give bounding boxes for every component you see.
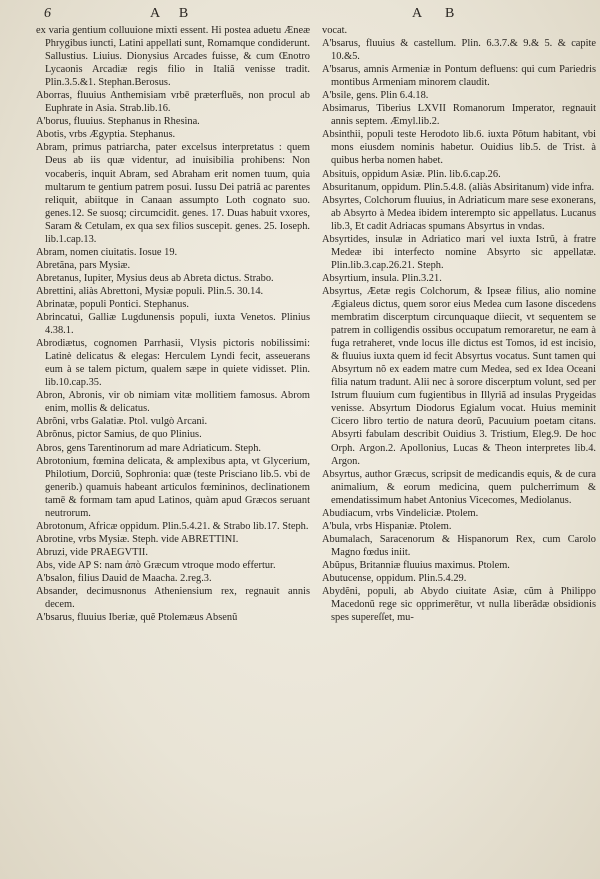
dictionary-entry: Absituis, oppidum Asiæ. Plin. lib.6.cap.26. (322, 168, 501, 180)
dictionary-entry: Abrodiætus, cognomen Parrhasii, Vlysis pictoris nobilissimi: Latinè delicatus & elegas: Herculem Lyndi fecit, asseuerans eum à se talem pictum, qualem sæpe in quiete vidisset. Plin. lib.10.cap.35. (36, 338, 310, 389)
dictionary-entry: Abron, Abronis, vir ob nimiam vitæ mollitiem famosus. Abrom enim, mollis & delicatus. (36, 390, 310, 415)
left-running-head: A B (150, 6, 197, 21)
dictionary-entry: A'bsalon, filius Dauid de Maacha. 2.reg.3. (36, 572, 212, 584)
dictionary-entry: Abudiacum, vrbs Vindeliciæ. Ptolem. (322, 507, 479, 519)
dictionary-entry: Abydẽni, populi, ab Abydo ciuitate Asiæ, cũm à Philippo Macedonũ rege sic opprimerētur, vt nulla liberãdæ obsidionis spes supereſſet, mu- (322, 586, 596, 624)
dictionary-entry: Absyrtus, author Græcus, scripsit de medicandis equis, & de cura animalium, & eorum medicina, quem pulcherrimum & emendatissimum habet Antonius Vicecomes, Mediolanus. (322, 468, 596, 506)
dictionary-entry: Abotis, vrbs Ægyptia. Stephanus. (36, 129, 176, 141)
dictionary-entry: Abros, gens Tarentinorum ad mare Adriaticum. Steph. (36, 442, 262, 454)
page-number: 6 (44, 6, 51, 21)
dictionary-entry: A'bula, vrbs Hispaniæ. Ptolem. (322, 520, 452, 532)
dictionary-entry: Abram, nomen ciuitatis. Iosue 19. (36, 246, 178, 258)
dictionary-entry: A'bsarus, amnis Armeniæ in Pontum defluens: qui cum Pariedris montibus Armeniam minorem claudit. (322, 64, 596, 89)
dictionary-entry: Absyrtus, Æetæ regis Colchorum, & Ipseæ filius, alio nomine Ægialeus dictus, quem soror eius Medea cum Iasone discedens membratim discerptum circunquaque diiecit, vt sequentem se patrem in colligendis ossibus occupatum remoraretur, ne eam à fuga retraheret, vnde locus ille dictus est Tomos, id est incisio, & fluuius iuxta quem id fecit Absyrtus vocatus. Sunt tamen qui Absyrtum nõ ex eadem matre cum Medea, sed ex Idea Oceani filia natum tradunt. Alii nec à sorore discerptum volunt, sed per Istrum fluuium cum fugientibus in Illyriã ad insulas Prygeidas venisse. Absyrtum Diodorus Egialum vocat. Huius meminit Cicero libro tertio de natura deorũ, Pacuuium poetam citans. Absyrti fabulam describit Ouidius 3. Tristium, Eleg.9. De hoc Orph. Argon.2. Apollonius, Lucas & Theon interpretes lib.4. Argon. (322, 285, 596, 467)
dictionary-entry: Abrotine, vrbs Mysiæ. Steph. vide ABRETTINI. (36, 533, 239, 545)
dictionary-entry: Abretanus, Iupiter, Mysius deus ab Abreta dictus. Strabo. (36, 272, 274, 284)
dictionary-entry: A'bsarus, fluuius & castellum. Plin. 6.3.7.& 9.& 5. & capite 10.&5. (322, 38, 596, 63)
dictionary-entry: Abruzi, vide PRAEGVTII. (36, 546, 148, 558)
dictionary-entry: Absinthii, populi teste Herodoto lib.6. iuxta Põtum habitant, vbi mons eiusdem nominis habetur. Ouidius lib.5. de Trist. à quibus herba nomen habet. (322, 129, 596, 167)
dictionary-entry: Abram, primus patriarcha, pater excelsus interpretatus : quem Deus ab iis quæ videntur, ad inuisibilia prohibens: Non vocaberis, inquit Abram, sed Abraham erit nomen tuum, quia multarum te gentium patrem posui. Iussu Dei patriã ac parentes reliquit, abiitque in Canaan assumpto Loth cognato suo. genes.12. Se suosq; circumcidit. genes. 17. Duas habuit vxores, Saram & Cetulam, ex qua sex filios suscepit. genes. 25. Ioseph. lib.1.cap.13. (36, 142, 310, 245)
dictionary-entry: Abutucense, oppidum. Plin.5.4.29. (322, 572, 467, 584)
dictionary-entry: Abs, vide AP S: nam ἀπὸ Græcum vtroque modo effertur. (36, 559, 276, 571)
dictionary-entry: A'borus, fluuius. Stephanus in Rhesina. (36, 116, 200, 128)
dictionary-entry: Absyrtium, insula. Plin.3.21. (322, 272, 442, 284)
dictionary-entry: Absyrtes, Colchorum fluuius, in Adriaticum mare sese exonerans, ab Absyrto à Medea ibidem interempto sic appellatus. Lucanus lib.3, Et cadit Adriacas spumans Absyrtus in vndas. (322, 194, 596, 232)
dictionary-entry: Absimarus, Tiberius LXVII Romanorum Imperator, regnauit annis septem. Æmyl.lib.2. (322, 103, 596, 128)
right-running-head-a: A (412, 6, 423, 21)
dictionary-entry: Abrettini, aliàs Abrettoni, Mysiæ populi. Plin.5. 30.14. (36, 285, 264, 297)
dictionary-entry: Absyrtides, insulæ in Adriatico mari vel iuxta Istrũ, à fratre Medeæ ibi interfecto nomine Absyrto sic appellatæ. Plin.lib.3.cap.26.21. Steph. (322, 233, 596, 271)
dictionary-entry: vocat. (322, 25, 348, 36)
dictionary-entry: A'bsile, gens. Plin 6.4.18. (322, 90, 429, 102)
dictionary-entry: Abrotonum, Africæ oppidum. Plin.5.4.21. & Strabo lib.17. Steph. (36, 520, 309, 532)
right-running-head-b: B (445, 6, 455, 21)
dictionary-entry: Abrincatui, Galliæ Lugdunensis populi, iuxta Venetos. Plinius 4.38.1. (36, 312, 310, 337)
right-column (322, 24, 596, 874)
dictionary-entry: Abrõni, vrbs Galatiæ. Ptol. vulgò Arcani. (36, 416, 208, 428)
dictionary-entry: Abumalach, Saracenorum & Hispanorum Rex, cum Carolo Magno fœdus iniit. (322, 533, 596, 558)
dictionary-entry: Abrinatæ, populi Pontici. Stephanus. (36, 298, 189, 310)
dictionary-entry: Abũpus, Britanniæ fluuius maximus. Ptolem. (322, 559, 510, 571)
dictionary-entry: Abrõnus, pictor Samius, de quo Plinius. (36, 429, 202, 441)
dictionary-entry: Aborras, fluuius Anthemisiam vrbē præterfluēs, non procul ab Euphrate in Asia. Strab.lib.16. (36, 90, 310, 115)
dictionary-entry: Absander, decimusnonus Atheniensium rex, regnauit annis decem. (36, 586, 310, 611)
dictionary-entry: Abrotonium, fœmina delicata, & amplexibus apta, vt Glycerium, Philotium, Dorciũ, Sophronia: quæ (teste Prisciano lib.5. vbi de generib.) quamuis habeant articulos fœmininos, declinationem tamē & formam tam apud Latinos, quàm apud Græcos seruant neutrorum. (36, 455, 310, 519)
dictionary-entry: Absuritanum, oppidum. Plin.5.4.8. (aliàs Absiritanum) vide infra. (322, 181, 595, 193)
left-column (36, 24, 310, 874)
dictionary-entry: A'bsarus, fluuius Iberiæ, quẽ Ptolemæus Absenũ (36, 612, 238, 624)
dictionary-entry: ex varia gentium colluuione mixti essent. Hi postea aduetu Æneæ Phrygibus iuncti, Latini appellati sunt, Romamque condiderunt. Sallustius. Liuius. Dionysius Arcades fuisse, & cum Œnotro Lycaonis Arcadiæ regis filio in Italiã venisse tradit. Plin.3.5.&1. Stephan.Berosus. (36, 25, 310, 89)
dictionary-entry: Abretãna, pars Mysiæ. (36, 259, 131, 271)
